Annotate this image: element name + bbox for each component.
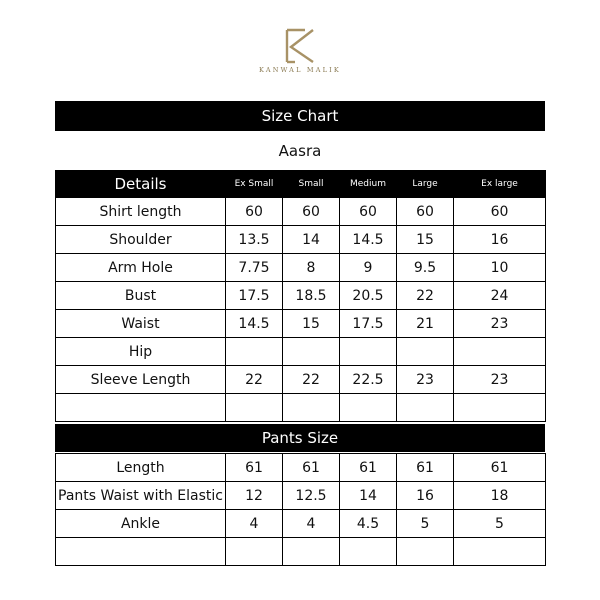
table-row — [56, 366, 546, 394]
table-row — [56, 226, 546, 254]
table-cell: 8 — [283, 254, 340, 282]
table-cell: 22 — [283, 366, 340, 394]
table-cell — [454, 338, 546, 366]
table-row — [56, 510, 546, 538]
table-cell: 60 — [340, 198, 397, 226]
table-cell: 13.5 — [226, 226, 283, 254]
table-cell — [397, 538, 454, 566]
table-cell — [454, 394, 546, 422]
size-header: Large — [397, 171, 454, 198]
table-cell: 17.5 — [340, 310, 397, 338]
table-cell: 16 — [397, 482, 454, 510]
brand-name: KANWAL MALIK — [259, 66, 341, 74]
brand-logo — [0, 28, 600, 74]
table-cell: 21 — [397, 310, 454, 338]
table-cell: 60 — [397, 198, 454, 226]
table-cell: 15 — [283, 310, 340, 338]
table-cell: 14.5 — [226, 310, 283, 338]
row-label: Bust — [56, 282, 226, 310]
table-cell — [283, 394, 340, 422]
table-cell: 61 — [340, 454, 397, 482]
shirt-header-row — [56, 171, 546, 198]
table-cell: 9 — [340, 254, 397, 282]
size-header: Ex Small — [226, 171, 283, 198]
table-cell: 61 — [283, 454, 340, 482]
size-header: Small — [283, 171, 340, 198]
row-label — [56, 394, 226, 422]
table-cell — [226, 538, 283, 566]
product-name: Aasra — [278, 142, 322, 160]
details-header: Details — [56, 171, 226, 198]
table-cell: 60 — [226, 198, 283, 226]
table-cell: 17.5 — [226, 282, 283, 310]
table-row — [56, 394, 546, 422]
table-cell: 15 — [397, 226, 454, 254]
table-cell: 18.5 — [283, 282, 340, 310]
table-cell — [226, 338, 283, 366]
size-header: Ex large — [454, 171, 546, 198]
table-cell: 23 — [454, 310, 546, 338]
table-cell: 22.5 — [340, 366, 397, 394]
row-label: Waist — [56, 310, 226, 338]
table-cell — [397, 338, 454, 366]
table-row — [56, 282, 546, 310]
table-row — [56, 198, 546, 226]
table-cell: 14.5 — [340, 226, 397, 254]
table-cell: 20.5 — [340, 282, 397, 310]
table-cell: 4.5 — [340, 510, 397, 538]
table-cell: 10 — [454, 254, 546, 282]
pants-size-table — [55, 453, 546, 566]
table-cell: 22 — [397, 282, 454, 310]
row-label: Length — [56, 454, 226, 482]
row-label: Shirt length — [56, 198, 226, 226]
table-row — [56, 454, 546, 482]
table-cell: 14 — [340, 482, 397, 510]
table-cell: 18 — [454, 482, 546, 510]
table-cell: 22 — [226, 366, 283, 394]
row-label: Arm Hole — [56, 254, 226, 282]
table-row — [56, 310, 546, 338]
table-row — [56, 538, 546, 566]
table-cell: 9.5 — [397, 254, 454, 282]
table-cell: 4 — [226, 510, 283, 538]
table-cell: 4 — [283, 510, 340, 538]
table-cell: 24 — [454, 282, 546, 310]
table-cell: 60 — [454, 198, 546, 226]
table-cell: 12.5 — [283, 482, 340, 510]
row-label: Pants Waist with Elastic — [56, 482, 226, 510]
table-cell: 61 — [454, 454, 546, 482]
shirt-size-table — [55, 170, 546, 422]
table-cell: 23 — [397, 366, 454, 394]
table-cell: 16 — [454, 226, 546, 254]
table-cell: 60 — [283, 198, 340, 226]
table-cell: 14 — [283, 226, 340, 254]
row-label: Sleeve Length — [56, 366, 226, 394]
table-row — [56, 338, 546, 366]
size-header: Medium — [340, 171, 397, 198]
table-cell: 23 — [454, 366, 546, 394]
table-cell: 12 — [226, 482, 283, 510]
table-cell — [283, 338, 340, 366]
table-row — [56, 482, 546, 510]
table-cell — [340, 394, 397, 422]
table-cell: 61 — [397, 454, 454, 482]
row-label: Shoulder — [56, 226, 226, 254]
table-cell: 7.75 — [226, 254, 283, 282]
table-cell — [397, 394, 454, 422]
size-chart-title: Size Chart — [55, 101, 545, 131]
table-row — [56, 254, 546, 282]
table-cell: 5 — [454, 510, 546, 538]
table-cell — [283, 538, 340, 566]
pants-size-title: Pants Size — [55, 424, 545, 452]
row-label: Hip — [56, 338, 226, 366]
table-cell — [226, 394, 283, 422]
table-cell — [340, 338, 397, 366]
table-cell — [340, 538, 397, 566]
row-label — [56, 538, 226, 566]
km-monogram-logo-icon — [283, 28, 317, 64]
table-cell: 5 — [397, 510, 454, 538]
table-cell — [454, 538, 546, 566]
table-cell: 61 — [226, 454, 283, 482]
row-label: Ankle — [56, 510, 226, 538]
